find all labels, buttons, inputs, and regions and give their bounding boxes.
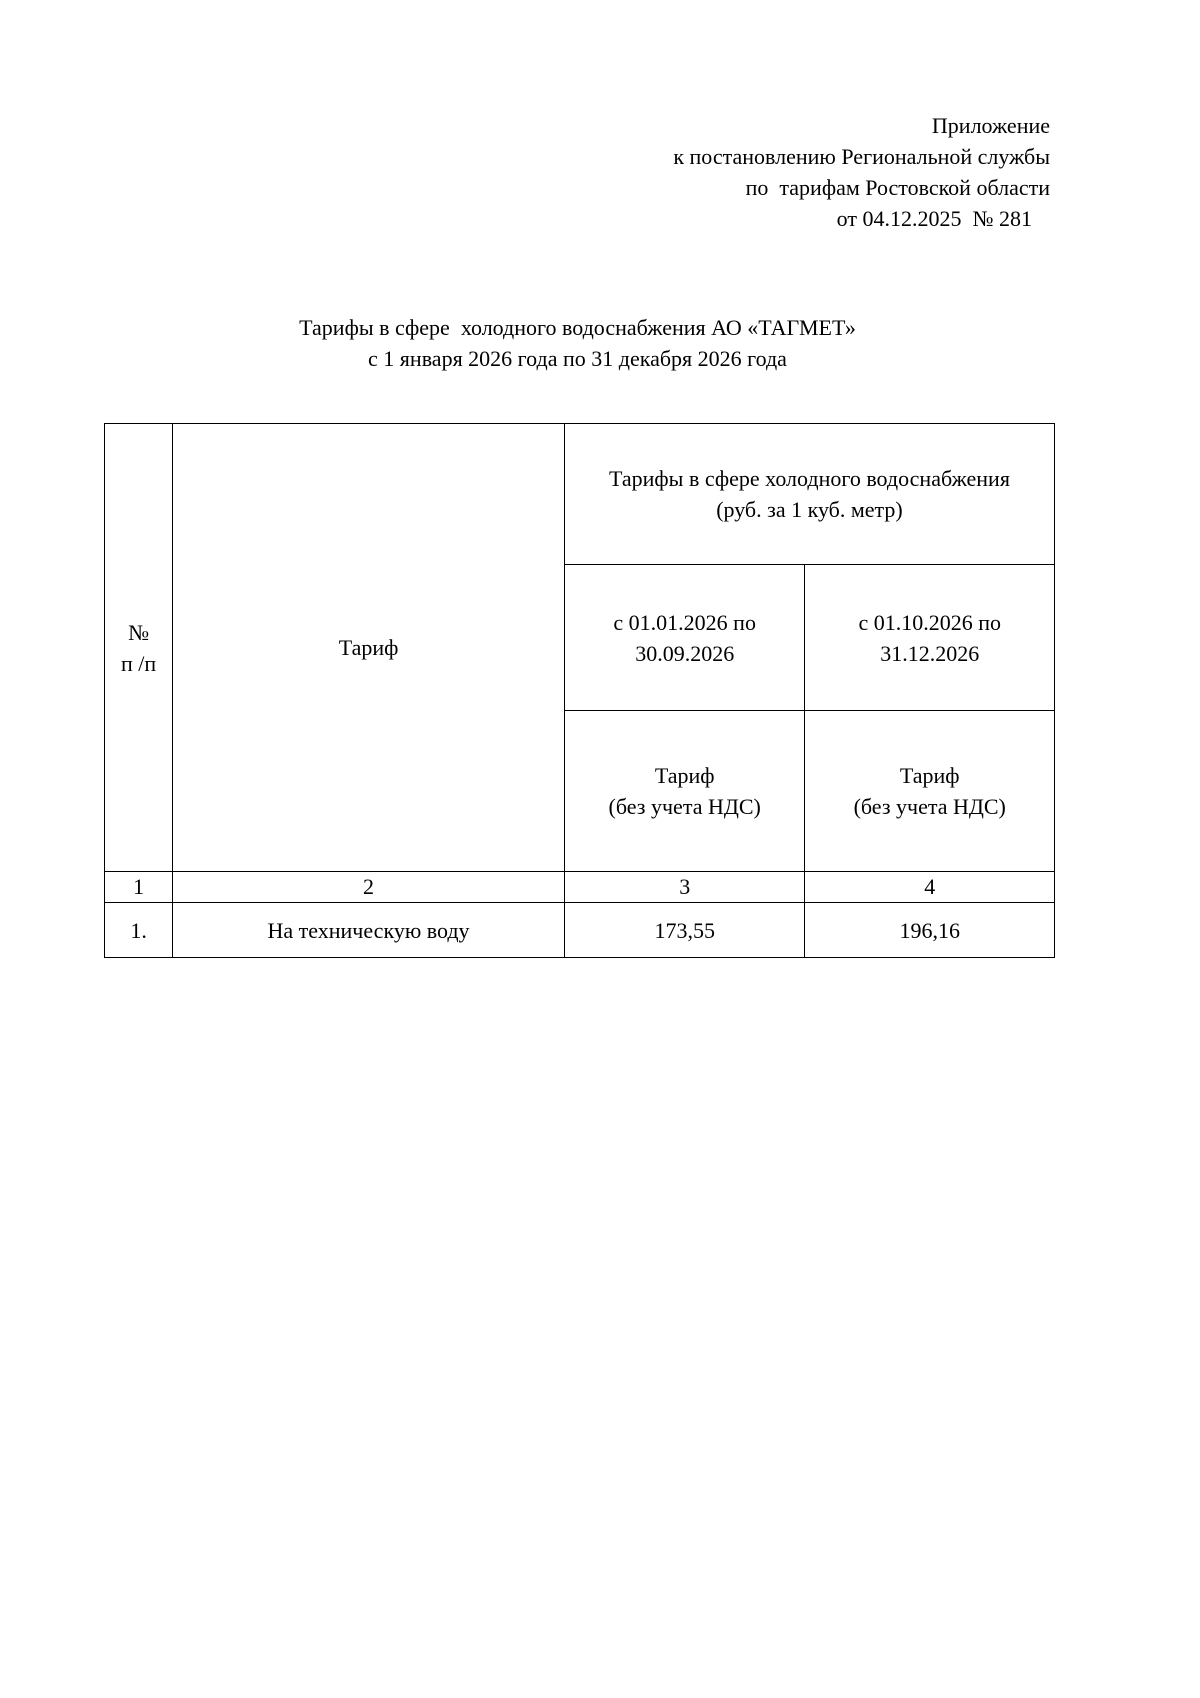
- header-group-title: Тарифы в сфере холодного водоснабжения: [608, 466, 1010, 491]
- column-number-4: 4: [805, 872, 1055, 903]
- appendix-date-number: от 04.12.2025 № 281: [836, 206, 1032, 231]
- header-tariff-label: Тариф: [338, 635, 399, 660]
- column-number-1: 1: [105, 872, 173, 903]
- document-title-line-2: с 1 января 2026 года по 31 декабря 2026 года: [368, 346, 787, 371]
- table-row: [105, 903, 1055, 958]
- subtitle-2-note: (без учета НДС): [853, 794, 1006, 819]
- subtitle-1-label: Тариф: [654, 763, 715, 788]
- header-cell-group: [564, 424, 1054, 565]
- tariffs-table: [104, 423, 1055, 958]
- row-value-period-2: 196,16: [805, 903, 1055, 958]
- period-1-end: 30.09.2026: [635, 640, 735, 666]
- header-number-label: п /п: [120, 650, 157, 676]
- row-number: 1.: [105, 903, 173, 958]
- row-value-period-1: 173,55: [564, 903, 805, 958]
- row-tariff-name: На техническую воду: [173, 903, 565, 958]
- document-title: [0, 312, 1200, 374]
- column-number-2: 2: [173, 872, 565, 903]
- header-number-symbol: №: [128, 619, 150, 645]
- table-header-row: [105, 424, 1055, 565]
- subtitle-2-label: Тариф: [899, 763, 960, 788]
- header-cell-period-1: [564, 565, 805, 711]
- document-title-line-1: Тарифы в сфере холодного водоснабжения АО «ТАГМЕТ»: [299, 315, 856, 340]
- header-cell-subtitle-1: [564, 711, 805, 872]
- period-2-start: с 01.10.2026 по: [858, 609, 1001, 635]
- header-group-unit: (руб. за 1 куб. метр): [716, 497, 903, 522]
- header-cell-number: [105, 424, 173, 872]
- header-cell-subtitle-2: [805, 711, 1055, 872]
- period-2-end: 31.12.2026: [880, 640, 980, 666]
- appendix-title: Приложение: [931, 113, 1050, 138]
- appendix-block: [673, 110, 1050, 234]
- appendix-authority: по тарифам Ростовской области: [745, 175, 1050, 200]
- header-cell-period-2: [805, 565, 1055, 711]
- subtitle-1-note: (без учета НДС): [608, 794, 761, 819]
- header-cell-tariff: [173, 424, 565, 872]
- column-number-3: 3: [564, 872, 805, 903]
- period-1-start: с 01.01.2026 по: [613, 609, 756, 635]
- column-numbers-row: [105, 872, 1055, 903]
- appendix-resolution-ref: к постановлению Региональной службы: [673, 144, 1050, 169]
